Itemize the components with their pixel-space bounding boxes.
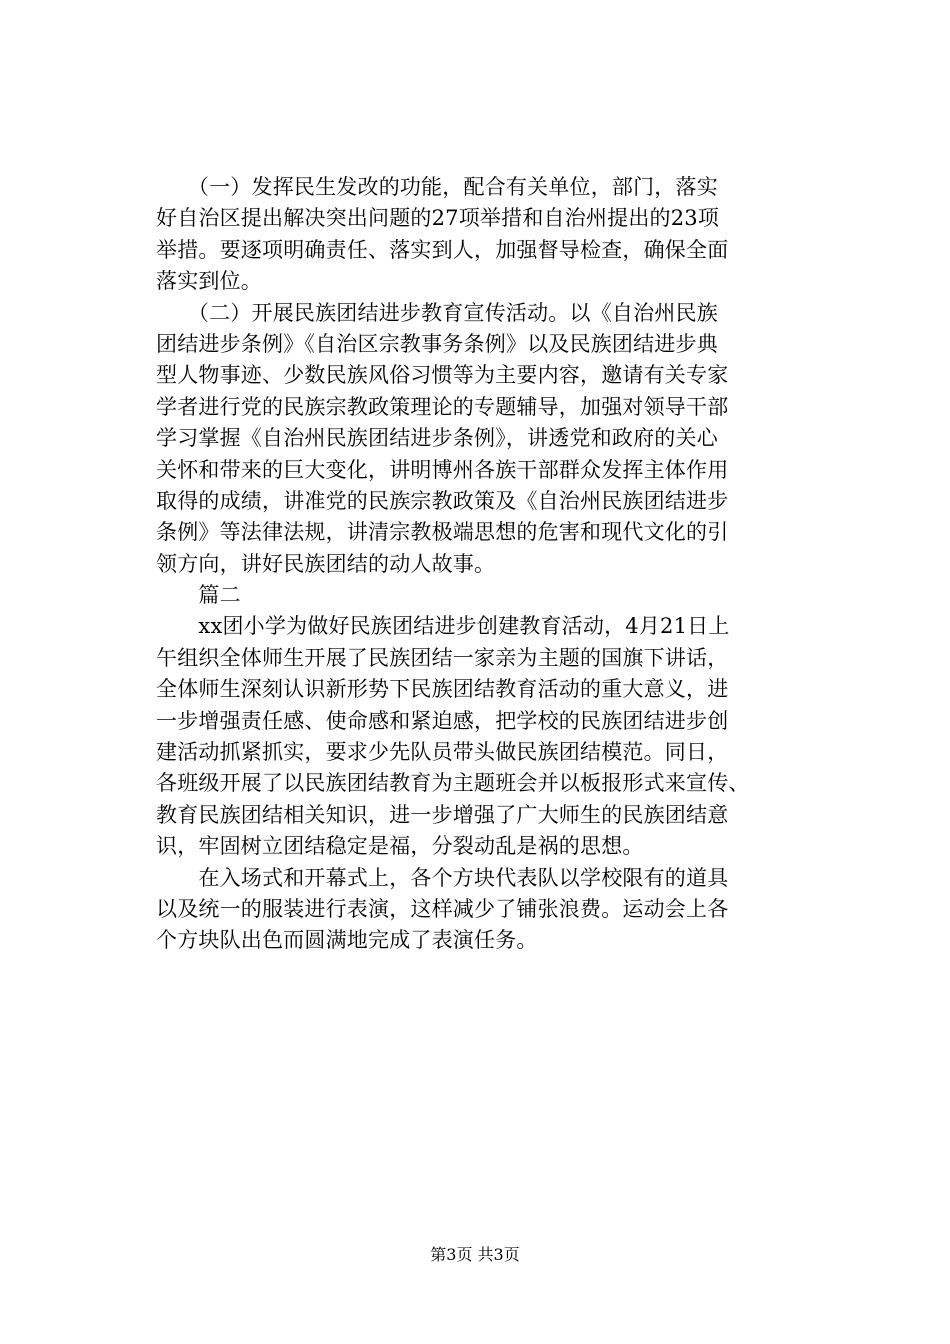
- text-line: xx团小学为做好民族团结进步创建教育活动，4月21日上: [156, 614, 730, 639]
- text-line: （一）发挥民生发改的功能，配合有关单位，部门，落实: [156, 175, 718, 199]
- text-line: 各班级开展了以民族团结教育为主题班会并以板报形式来宣传、: [156, 771, 750, 796]
- text-line: 举措。要逐项明确责任、落实到人，加强督导检查，确保全面: [156, 237, 729, 262]
- text-line: 学习掌握《自治州民族团结进步条例》，讲透党和政府的关心: [156, 426, 718, 451]
- text-line: 一步增强责任感、使命感和紧迫感，把学校的民族团结进步创: [156, 708, 729, 733]
- text-line: 教育民族团结相关知识，进一步增强了广大师生的民族团结意: [156, 802, 729, 827]
- text-line: 识，牢固树立团结稳定是福，分裂动乱是祸的思想。: [156, 834, 644, 859]
- text-line: 全体师生深刻认识新形势下民族团结教育活动的重大意义，进: [156, 677, 729, 702]
- text-line: 午组织全体师生开展了民族团结一家亲为主题的国旗下讲话，: [156, 645, 729, 670]
- text-line: 建活动抓紧抓实，要求少先队员带头做民族团结模范。同日，: [156, 740, 729, 765]
- text-line: 条例》等法律法规，讲清宗教极端思想的危害和现代文化的引: [156, 520, 729, 545]
- text-line: 落实到位。: [156, 269, 262, 294]
- text-line: 型人物事迹、少数民族风俗习惯等为主要内容，邀请有关专家: [156, 363, 729, 388]
- text-line: 团结进步条例》《自治区宗教事务条例》以及民族团结进步典: [156, 331, 718, 356]
- page-footer: 第3页 共3页: [430, 1245, 520, 1264]
- text-line: 学者进行党的民族宗教政策理论的专题辅导，加强对领导干部: [156, 394, 729, 419]
- text-line: 好自治区提出解决突出问题的27项举措和自治州提出的23项: [156, 206, 720, 231]
- text-line: 在入场式和开幕式上，各个方块代表队以学校限有的道具: [156, 865, 729, 890]
- text-line: 领方向，讲好民族团结的动人故事。: [156, 551, 496, 576]
- text-line: 取得的成绩，讲准党的民族宗教政策及《自治州民族团结进步: [156, 488, 729, 513]
- text-line: 以及统一的服装进行表演，这样减少了铺张浪费。运动会上各: [156, 896, 729, 921]
- document-body: [156, 172, 796, 957]
- section-heading: 篇二: [156, 583, 241, 608]
- text-line: 关怀和带来的巨大变化，讲明博州各族干部群众发挥主体作用: [156, 457, 729, 482]
- text-line: 个方块队出色而圆满地完成了表演任务。: [156, 928, 538, 953]
- text-line: （二）开展民族团结进步教育宣传活动。以《自治州民族: [156, 300, 718, 325]
